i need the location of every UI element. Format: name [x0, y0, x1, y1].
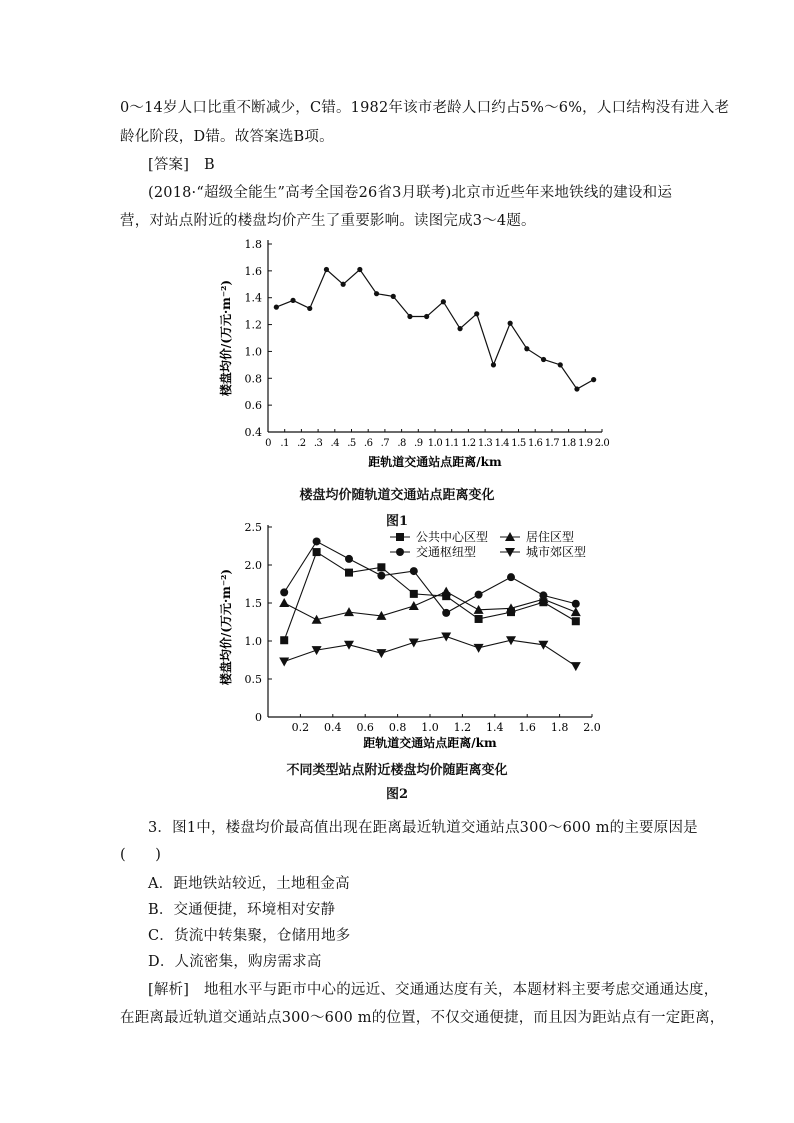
x-tick-label: 1.9: [578, 438, 593, 449]
y-tick-label: 2.0: [244, 559, 262, 572]
legend-marker: [396, 533, 404, 541]
data-point: [538, 641, 548, 650]
x-tick-label: 1.4: [494, 438, 510, 449]
x-tick-label: .1: [280, 438, 289, 449]
x-tick-label: .8: [397, 438, 406, 449]
x-tick-label: .9: [414, 438, 423, 449]
paragraph-line: 龄化阶段，D错。故答案选B项。: [120, 129, 334, 145]
data-point: [441, 299, 446, 304]
data-point: [376, 649, 386, 658]
question-3-stem: 3．图1中，楼盘均价最高值出现在距离最近轨道交通站点300～600 m的主要原因是: [148, 820, 698, 836]
series-group: [279, 632, 581, 671]
y-tick-label: 0.6: [244, 399, 262, 413]
data-point: [591, 377, 596, 382]
data-point: [290, 298, 295, 303]
x-tick-label: 0: [265, 438, 271, 449]
data-point: [508, 321, 513, 326]
data-point: [558, 362, 563, 367]
analysis-text: 地租水平与距市中心的远近、交通通达度有关，本题材料主要考虑交通通达度，: [203, 982, 719, 998]
data-point: [280, 588, 288, 596]
data-point: [407, 314, 412, 319]
data-point: [442, 609, 450, 617]
y-tick-label: 1.0: [244, 635, 262, 648]
figure-1-title: 楼盘均价随轨道交通站点距离变化: [299, 488, 495, 503]
x-tick-label: 1.5: [511, 438, 526, 449]
y-tick-label: 1.8: [244, 238, 262, 251]
y-tick-label: 1.2: [244, 318, 262, 332]
x-tick-label: .7: [380, 438, 390, 449]
series-group: [280, 548, 580, 644]
analysis-line: 在距离最近轨道交通站点300～600 m的位置，不仅交通便捷，而且因为距站点有一定距离，: [120, 1010, 725, 1026]
data-point: [475, 591, 483, 599]
data-point: [410, 567, 418, 575]
data-point: [572, 600, 580, 608]
y-tick-label: 0: [255, 711, 262, 724]
data-point: [571, 607, 581, 616]
question-3-bracket: ( ): [120, 847, 162, 863]
y-tick-label: 1.6: [244, 264, 262, 278]
data-point: [345, 555, 353, 563]
data-point: [474, 644, 484, 653]
y-tick-label: 0.5: [244, 673, 262, 686]
question-intro-line: 营，对站点附近的楼盘均价产生了重要影响。读图完成3～4题。: [120, 213, 536, 229]
x-tick-label: 0.6: [356, 721, 374, 734]
x-tick-label: .4: [330, 438, 340, 449]
option-c: C．货流中转集聚，仓储用地多: [148, 928, 351, 944]
data-point: [424, 314, 429, 319]
data-point: [341, 282, 346, 287]
data-point: [474, 311, 479, 316]
x-tick-label: 1.1: [444, 438, 459, 449]
data-point: [441, 587, 451, 596]
paragraph-line: 0～14岁人口比重不断减少，C错。1982年该市老龄人口约占5%～6%，人口结构没有进入老: [120, 100, 730, 116]
data-point: [571, 662, 581, 671]
option-b: B．交通便捷，环境相对安静: [148, 902, 336, 918]
data-point: [279, 658, 289, 667]
data-point: [312, 646, 322, 655]
y-tick-label: 1.4: [244, 291, 262, 305]
legend-label: 公共中心区型: [416, 530, 489, 544]
data-point: [374, 291, 379, 296]
x-tick-label: 0.2: [291, 721, 310, 734]
data-point: [324, 267, 329, 272]
data-point: [344, 607, 354, 616]
data-point: [279, 598, 289, 607]
data-point: [491, 362, 496, 367]
data-point: [280, 636, 288, 644]
x-tick-label: 1.0: [427, 438, 443, 449]
analysis-tag: [解析]: [148, 982, 190, 998]
x-tick-label: 1.2: [453, 721, 472, 734]
option-d: D．人流密集，购房需求高: [148, 954, 322, 970]
question-intro-line: (2018·“超级全能生”高考全国卷26省3月联考)北京市近些年来地铁线的建设和运: [148, 185, 673, 201]
figure-2-chart: [210, 515, 610, 753]
data-point: [541, 357, 546, 362]
x-tick-label: 1.4: [486, 721, 504, 734]
x-tick-label: 0.8: [388, 721, 407, 734]
y-axis-label: 楼盘均价/(万元·m⁻²): [219, 568, 233, 686]
answer-line: [148, 153, 215, 174]
data-point: [357, 267, 362, 272]
x-tick-label: 1.7: [544, 438, 560, 449]
analysis-line: [148, 978, 718, 999]
x-tick-label: .2: [297, 438, 306, 449]
data-point: [524, 346, 529, 351]
x-tick-label: 1.6: [527, 438, 543, 449]
x-tick-label: 2.0: [594, 438, 610, 449]
data-point: [475, 615, 483, 623]
x-tick-label: .5: [347, 438, 356, 449]
y-tick-label: 1.0: [244, 345, 262, 359]
legend-marker: [396, 548, 404, 556]
data-point: [539, 591, 547, 599]
y-tick-label: 2.5: [244, 521, 262, 534]
x-tick-label: .6: [363, 438, 373, 449]
x-tick-label: 1.2: [461, 438, 476, 449]
x-tick-label: 2.0: [583, 721, 601, 734]
x-axis-label: 距轨道交通站点距离/km: [368, 455, 502, 469]
data-point: [313, 537, 321, 545]
figure-2-title: 不同类型站点附近楼盘均价随距离变化: [286, 763, 508, 778]
legend-label: 城市郊区型: [526, 545, 587, 559]
x-axis-label: 距轨道交通站点距离/km: [363, 736, 497, 750]
legend-label: 居住区型: [526, 530, 575, 544]
data-point: [377, 563, 385, 571]
x-tick-label: 1.0: [421, 721, 439, 734]
x-tick-label: 1.8: [550, 721, 569, 734]
data-point: [307, 306, 312, 311]
data-point: [507, 573, 515, 581]
series-line: [284, 636, 576, 666]
data-point: [345, 569, 353, 577]
figure-2-label: 图2: [385, 787, 409, 802]
data-point: [574, 386, 579, 391]
x-tick-label: .3: [313, 438, 323, 449]
data-point: [409, 601, 419, 610]
x-tick-label: 0.4: [324, 721, 342, 734]
y-tick-label: 1.5: [244, 597, 262, 610]
answer-value: B: [203, 157, 215, 173]
data-point: [391, 294, 396, 299]
series-line: [284, 552, 576, 640]
y-axis-label: 楼盘均价/(万元·m⁻²): [219, 279, 233, 397]
figure-1-chart: [210, 232, 610, 469]
figure-1-label: 图1: [385, 514, 409, 529]
series-line: [276, 270, 593, 390]
answer-tag: [答案]: [148, 157, 190, 173]
data-point: [457, 326, 462, 331]
data-point: [409, 639, 419, 648]
x-tick-label: 1.3: [477, 438, 493, 449]
data-point: [572, 617, 580, 625]
y-tick-label: 0.4: [244, 426, 262, 439]
x-tick-label: 1.6: [518, 721, 536, 734]
data-point: [274, 305, 279, 310]
data-point: [313, 548, 321, 556]
y-tick-label: 0.8: [244, 372, 262, 386]
option-a: A．距地铁站较近，土地租金高: [148, 876, 350, 892]
data-point: [410, 590, 418, 598]
legend-label: 交通枢纽型: [416, 545, 477, 559]
data-point: [377, 572, 385, 580]
x-tick-label: 1.8: [561, 438, 576, 449]
